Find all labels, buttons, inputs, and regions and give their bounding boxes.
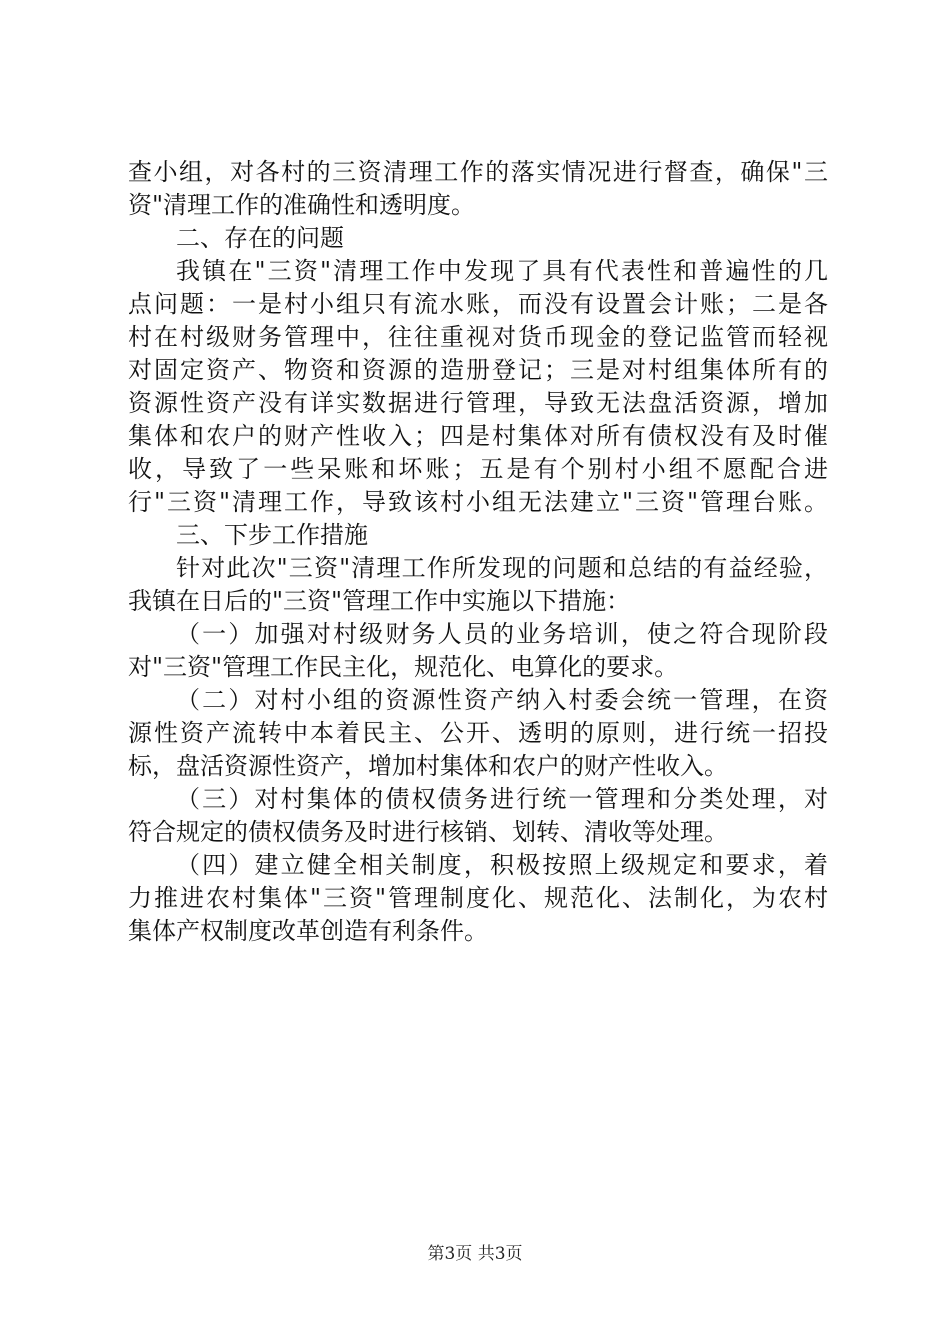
paragraph-measure-3 [128,783,828,849]
text-line: 资"清理工作的准确性和透明度。 [128,191,476,219]
section-heading-next-steps [128,519,828,552]
paragraph-measures-intro [128,552,828,618]
page-number-footer: 第3页 共3页 [427,1244,523,1264]
text-line: 对"三资"管理工作民主化，规范化、电算化的要求。 [128,653,679,681]
text-line: 村在村级财务管理中，往往重视对货币现金的登记监管而轻视 [128,323,828,351]
text-line: 查小组，对各村的三资清理工作的落实情况进行督查，确保"三 [128,158,828,186]
text-line: 针对此次"三资"清理工作所发现的问题和总结的有益经验， [176,554,828,582]
text-line: 集体和农户的财产性收入；四是村集体对所有债权没有及时催 [128,422,828,450]
text-line: 符合规定的债权债务及时进行核销、划转、清收等处理。 [128,818,728,846]
text-line: 我镇在日后的"三资"管理工作中实施以下措施： [128,587,631,615]
text-line: （一）加强对村级财务人员的业务培训，使之符合现阶段 [176,620,828,648]
section-heading-text: 二、存在的问题 [176,224,344,252]
text-line: 我镇在"三资"清理工作中发现了具有代表性和普遍性的几 [176,257,828,285]
text-line: 力推进农村集体"三资"管理制度化、规范化、法制化，为农村 [128,884,828,912]
section-heading-text: 三、下步工作措施 [176,521,368,549]
text-line: 收，导致了一些呆账和坏账；五是有个别村小组不愿配合进 [128,455,828,483]
paragraph-measure-2 [128,684,828,783]
paragraph-inspection-group [128,156,828,222]
text-line: （三）对村集体的债权债务进行统一管理和分类处理，对 [176,785,828,813]
text-line: 集体产权制度改革创造有利条件。 [128,917,488,945]
document-body [128,156,828,948]
text-line: 标，盘活资源性资产，增加村集体和农户的财产性收入。 [128,752,728,780]
text-line: 对固定资产、物资和资源的造册登记；三是对村组集体所有的 [128,356,828,384]
text-line: 源性资产流转中本着民主、公开、透明的原则，进行统一招投 [128,719,828,747]
text-line: 行"三资"清理工作，导致该村小组无法建立"三资"管理台账。 [128,488,828,516]
text-line: （四）建立健全相关制度，积极按照上级规定和要求，着 [176,851,828,879]
paragraph-problems [128,255,828,519]
text-line: （二）对村小组的资源性资产纳入村委会统一管理，在资 [176,686,828,714]
text-line: 资源性资产没有详实数据进行管理，导致无法盘活资源，增加 [128,389,828,417]
text-line: 点问题：一是村小组只有流水账，而没有设置会计账；二是各 [128,290,828,318]
paragraph-measure-4 [128,849,828,948]
paragraph-measure-1 [128,618,828,684]
section-heading-problems [128,222,828,255]
